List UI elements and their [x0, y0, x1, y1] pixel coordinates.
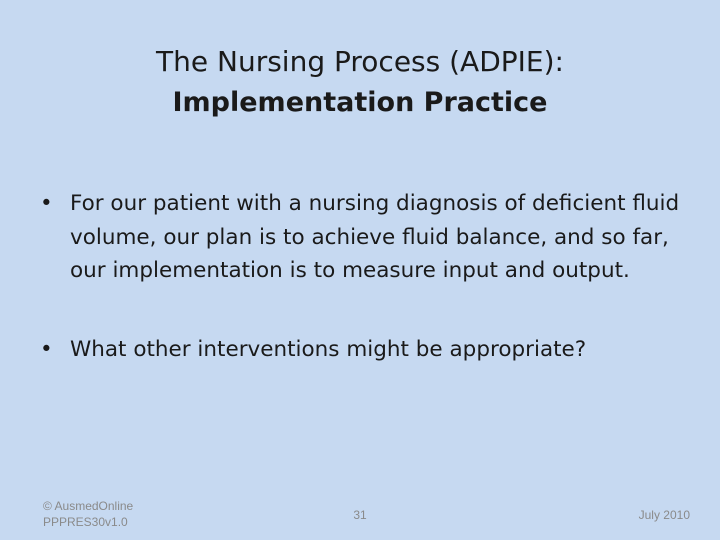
bullet-item [40, 333, 690, 367]
footer-page-number: 31 [353, 508, 367, 522]
bullet-marker: • [40, 336, 53, 362]
footer-date: July 2010 [638, 508, 690, 522]
bullet-marker: • [40, 191, 53, 216]
footer-copyright-line-2: PPPRES30v1.0 [43, 515, 128, 529]
footer-copyright-line-1: © AusmedOnline [43, 499, 134, 513]
footer-copyright [43, 498, 133, 530]
slide-title [0, 42, 720, 124]
title-line-1: The Nursing Process (ADPIE): [156, 45, 564, 78]
bullet-item [40, 187, 690, 288]
bullet-list [40, 187, 690, 366]
bullet-text: For our patient with a nursing diagnosis of deficient fluid volume, our plan is to achieve fluid balance, and so far, our implementation is to measure input and output. [70, 191, 680, 283]
bullet-text: What other interventions might be appropriate? [70, 336, 587, 362]
title-line-2: Implementation Practice [172, 87, 548, 118]
